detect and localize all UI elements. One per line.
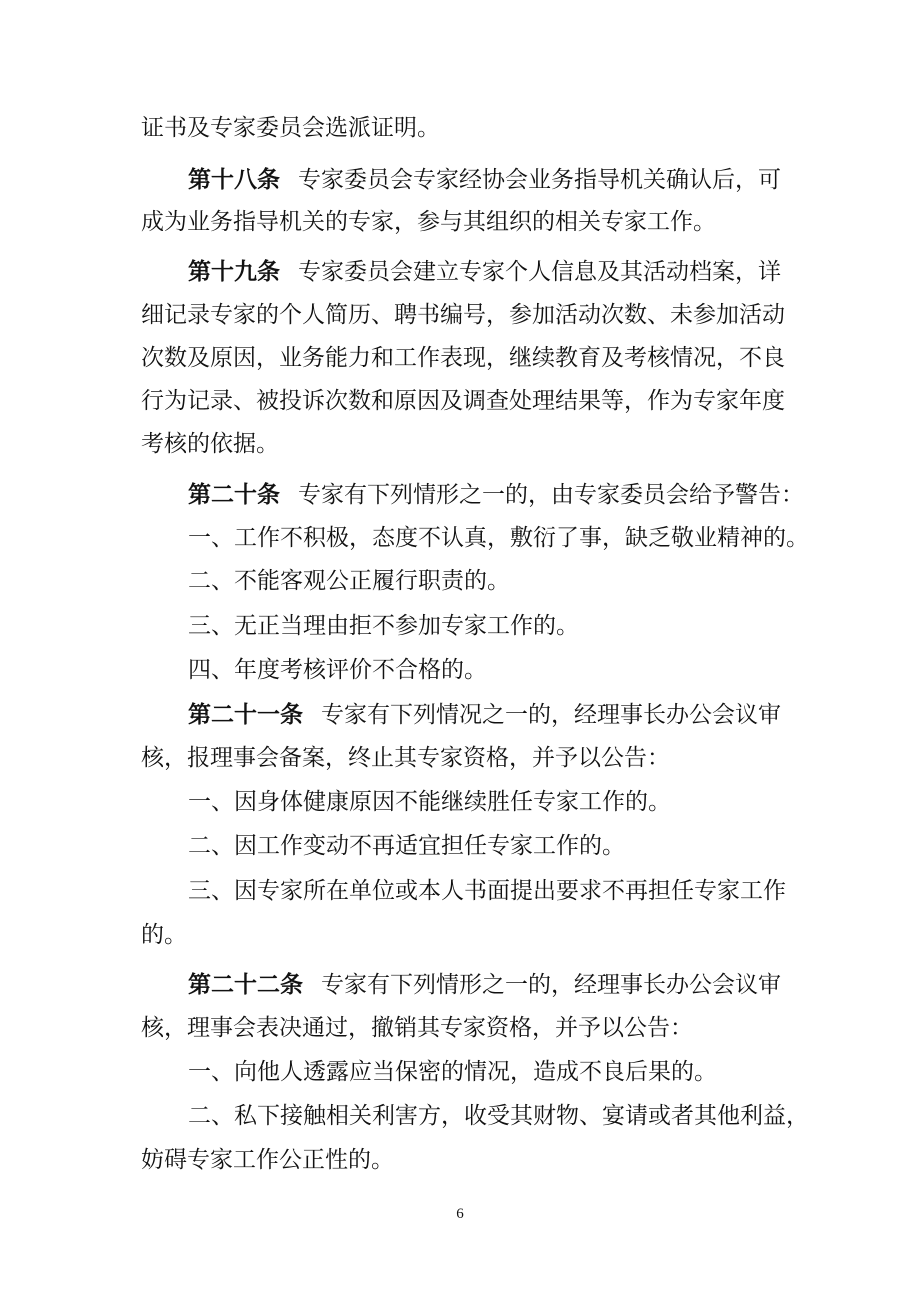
article-text: 专家有下列情况之一的，经理事长办公会议审 xyxy=(321,702,781,728)
text-line: 妨碍专家工作公正性的。 xyxy=(141,1147,394,1173)
list-item: 二、私下接触相关利害方，收受其财物、宴请或者其他利益， xyxy=(188,1103,809,1129)
article-text: 专家有下列情形之一的，经理事长办公会议审 xyxy=(321,972,781,998)
list-item: 三、无正当理由拒不参加专家工作的。 xyxy=(188,613,579,639)
article-label: 第二十二条 xyxy=(188,972,303,998)
list-item: 一、因身体健康原因不能继续胜任专家工作的。 xyxy=(188,789,671,815)
article-label: 第二十条 xyxy=(188,482,280,508)
article-label: 第十九条 xyxy=(188,259,280,285)
article-22-heading-line xyxy=(188,970,781,1000)
article-21-heading-line xyxy=(188,700,781,730)
list-item: 一、向他人透露应当保密的情况，造成不良后果的。 xyxy=(188,1059,717,1085)
list-item: 三、因专家所在单位或本人书面提出要求不再担任专家工作 xyxy=(188,878,786,904)
text-line: 次数及原因，业务能力和工作表现，继续教育及考核情况，不良 xyxy=(141,345,785,371)
article-label: 第二十一条 xyxy=(188,702,303,728)
article-19-heading-line xyxy=(188,257,781,287)
article-18-heading-line xyxy=(188,165,781,195)
article-label: 第十八条 xyxy=(188,167,280,193)
list-item: 一、工作不积极，态度不认真，敷衍了事，缺乏敬业精神的。 xyxy=(188,525,809,551)
page-number: 6 xyxy=(456,1206,464,1222)
text-line: 成为业务指导机关的专家，参与其组织的相关专家工作。 xyxy=(141,209,716,235)
text-line: 核，报理事会备案，终止其专家资格，并予以公告： xyxy=(141,745,670,771)
article-text: 专家委员会专家经协会业务指导机关确认后，可 xyxy=(298,167,781,193)
list-item: 四、年度考核评价不合格的。 xyxy=(188,657,487,683)
article-20-heading-line xyxy=(188,480,804,510)
article-text: 专家有下列情形之一的，由专家委员会给予警告： xyxy=(298,482,804,508)
list-item: 二、因工作变动不再适宜担任专家工作的。 xyxy=(188,833,625,859)
article-text: 专家委员会建立专家个人信息及其活动档案，详 xyxy=(298,259,781,285)
text-line: 行为记录、被投诉次数和原因及调查处理结果等，作为专家年度 xyxy=(141,388,785,414)
text-line: 的。 xyxy=(141,922,187,948)
text-line: 细记录专家的个人简历、聘书编号，参加活动次数、未参加活动 xyxy=(141,302,785,328)
text-line: 核，理事会表决通过，撤销其专家资格，并予以公告： xyxy=(141,1015,693,1041)
text-line: 证书及专家委员会选派证明。 xyxy=(141,115,440,141)
text-line: 考核的依据。 xyxy=(141,431,279,457)
list-item: 二、不能客观公正履行职责的。 xyxy=(188,568,510,594)
